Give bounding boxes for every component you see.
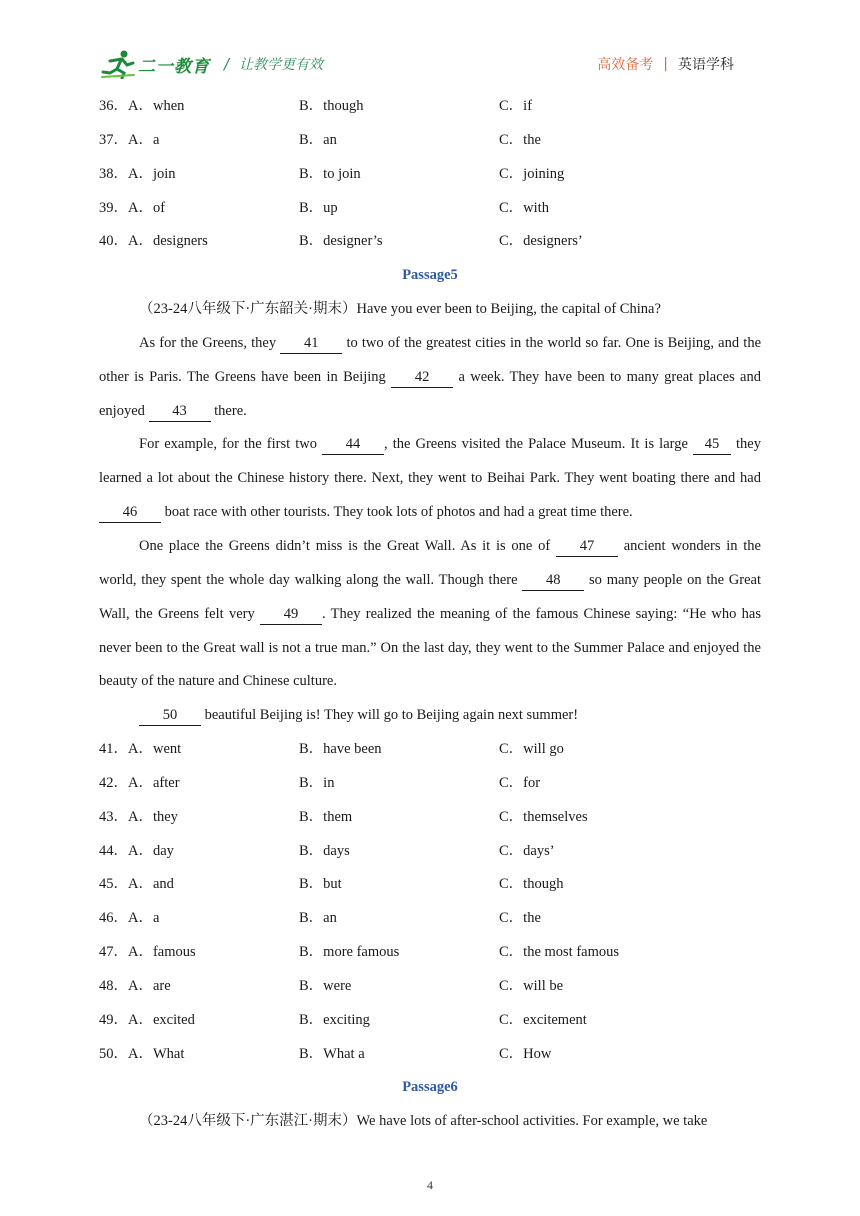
page-content (99, 90, 761, 1139)
page-header (100, 46, 760, 82)
blank-47: 47 (556, 536, 618, 557)
option-a: A．designers (128, 233, 208, 250)
option-c: C．excitement (499, 1011, 587, 1028)
option-c: C．will go (499, 741, 564, 758)
passage-paragraph: One place the Greens didn’t miss is the Great Wall. As it is one of 47 ancient wonders in the world, they spent the whole day walking along the wall. Though there 48 so many people on the Great Wall, the Greens felt very 49 . They realized the meaning of the famous Chinese saying: “He who has never been to the Great wall is not a true man.” On the last day, they went to the Summer Palace and enjoyed the beauty of the nature and Chinese culture. (99, 537, 762, 690)
header-separator: | (663, 56, 668, 72)
option-a: A．join (128, 165, 176, 182)
option-a: A．after (128, 774, 180, 791)
question-row (99, 970, 761, 1004)
option-a: A．and (128, 876, 174, 893)
question-number: 38． (99, 165, 128, 182)
option-b: B．up (299, 199, 338, 216)
question-row (99, 1038, 761, 1072)
option-b: B．What a (299, 1045, 365, 1062)
option-c: C．How (499, 1045, 552, 1062)
header-tag-exam: 高效备考 (597, 57, 654, 73)
option-b: B．an (299, 910, 337, 927)
option-c: C．though (499, 876, 564, 893)
option-c: C．with (499, 199, 549, 216)
option-c: C．the most famous (499, 944, 620, 961)
option-a: A．a (128, 910, 160, 927)
passage-title: Passage6 (402, 1079, 458, 1096)
passage-paragraph: For example, for the first two 44 , the Greens visited the Palace Museum. It is large 45 they learned a lot about the Chinese history there. Next, they went to Beihai Park. They went boating there and had 46 boat race with other tourists. They took lots of photos and had a great time there. (99, 428, 761, 530)
option-c: C．joining (499, 165, 565, 182)
question-number: 36． (99, 98, 128, 114)
question-row (99, 90, 761, 124)
option-c: C．for (499, 774, 541, 791)
question-row (99, 192, 761, 226)
question-number: 48． (99, 977, 128, 994)
question-number: 43． (99, 808, 128, 825)
question-number: 39． (99, 199, 128, 216)
option-b: B．more famous (299, 944, 400, 961)
brand-slogan: 让教学更有效 (239, 57, 324, 73)
question-row (99, 902, 761, 936)
logo (100, 46, 323, 82)
question-row (99, 158, 761, 192)
passage-title: Passage5 (402, 267, 458, 284)
options-36-40 (99, 90, 761, 259)
question-row (99, 767, 761, 801)
header-divider: / (224, 55, 230, 73)
blank-48: 48 (522, 570, 584, 591)
option-a: A．when (128, 98, 185, 114)
passage-paragraph: As for the Greens, they 41 to two of the greatest cities in the world so far. One is Beijing, and the other is Paris. The Greens have been in Beijing 42 a week. They have been to many great places and enjoyed 43 there. (99, 327, 761, 429)
brand-name: 二一教育 (138, 56, 210, 77)
blank-46: 46 (99, 502, 161, 523)
option-b: B．exciting (299, 1011, 370, 1028)
option-b: B．were (299, 977, 352, 994)
passage-paragraph: 50 beautiful Beijing is! They will go to Beijing again next summer! (99, 699, 761, 733)
option-b: B．designer’s (299, 233, 383, 250)
option-c: C．will be (499, 977, 564, 994)
option-b: B．an (299, 131, 337, 148)
question-number: 46． (99, 910, 128, 927)
blank-49: 49 (260, 604, 322, 625)
option-a: A．famous (128, 944, 196, 961)
option-b: B．in (299, 774, 335, 791)
question-number: 44． (99, 842, 128, 859)
question-row (99, 936, 761, 970)
page-number: 4 (427, 1178, 433, 1192)
option-c: C．if (499, 98, 533, 114)
option-c: C．the (499, 131, 541, 148)
blank-42: 42 (391, 367, 453, 388)
question-number: 47． (99, 944, 128, 961)
option-c: C．designers’ (499, 233, 583, 250)
option-a: A．a (128, 131, 160, 148)
question-number: 50． (99, 1045, 128, 1062)
question-number: 41． (99, 741, 128, 758)
option-c: C．themselves (499, 808, 588, 825)
option-c: C．the (499, 910, 541, 927)
option-b: B．to join (299, 165, 361, 182)
option-b: B．have been (299, 741, 382, 758)
question-number: 37． (99, 131, 128, 148)
question-number: 40． (99, 233, 128, 250)
blank-45: 45 (693, 434, 731, 455)
option-b: B．though (299, 98, 364, 114)
option-c: C．days’ (499, 842, 555, 859)
runner-logo-icon (100, 49, 136, 79)
question-row (99, 225, 761, 259)
options-41-50 (99, 733, 761, 1071)
header-tag-subject: 英语学科 (678, 57, 734, 73)
blank-43: 43 (149, 401, 211, 422)
blank-44: 44 (322, 434, 384, 455)
question-row (99, 733, 761, 767)
question-row (99, 835, 761, 869)
passage-intro: （23-24八年级下·广东湛江·期末）We have lots of after-school activities. For example, we take (139, 1113, 708, 1130)
blank-41: 41 (280, 333, 342, 354)
question-number: 49． (99, 1011, 128, 1028)
option-a: A．day (128, 842, 174, 859)
passage-intro: （23-24八年级下·广东韶关·期末）Have you ever been to Beijing, the capital of China? (139, 301, 661, 318)
option-a: A．went (128, 741, 182, 758)
question-row (99, 1004, 761, 1038)
option-b: B．but (299, 876, 342, 893)
blank-50: 50 (139, 705, 201, 726)
header-right (597, 54, 734, 74)
question-row (99, 868, 761, 902)
option-b: B．them (299, 808, 353, 825)
question-row (99, 801, 761, 835)
option-a: A．they (128, 808, 178, 825)
option-a: A．excited (128, 1011, 195, 1028)
question-row (99, 124, 761, 158)
question-number: 42． (99, 774, 128, 791)
option-a: A．are (128, 977, 171, 994)
question-number: 45． (99, 876, 128, 893)
option-a: A．What (128, 1045, 185, 1062)
option-a: A．of (128, 199, 166, 216)
option-b: B．days (299, 842, 350, 859)
